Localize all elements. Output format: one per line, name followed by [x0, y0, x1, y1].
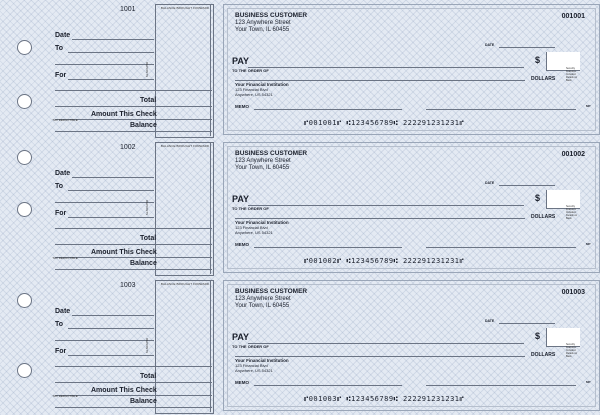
stub-to-label: To	[55, 45, 64, 52]
check-bank-info	[235, 82, 289, 97]
stub-total-line	[55, 382, 212, 383]
stub-total-line	[55, 106, 212, 107]
check-business-name: BUSINESS CUSTOMER	[235, 288, 308, 295]
check-date-line	[499, 185, 555, 186]
stub-ledger-divider	[210, 4, 211, 136]
check-bank-address1: 123 Financial Blvd	[235, 225, 268, 230]
binder-hole-icon	[17, 202, 32, 217]
check-business-address	[235, 20, 291, 34]
stub-ledger-divider	[210, 280, 211, 412]
check-address-line2: Your Town, IL 60455	[235, 27, 290, 33]
check-date-line	[499, 47, 555, 48]
stub-amount-label: Amount This Check	[91, 111, 157, 118]
stub-to-line-2	[55, 202, 154, 203]
stub-for-label: For	[55, 210, 67, 217]
check-bank-address2: Anywhere, US 54321	[235, 230, 273, 235]
stub-check-number: 1002	[120, 144, 136, 151]
check-address-line1: 123 Anywhere Street	[235, 20, 291, 26]
check-bank-name: Your Financial Institution	[235, 220, 289, 225]
binder-hole-icon	[17, 94, 32, 109]
check-bank-address2: Anywhere, US 54321	[235, 92, 273, 97]
stub-to-line-2	[55, 340, 154, 341]
check-memo-label: MEMO	[235, 104, 249, 109]
check-written-amount-line	[235, 356, 525, 357]
check-dollar-sign: $	[535, 331, 541, 341]
stub-total-label: Total	[140, 373, 157, 380]
check-dollars-label: DOLLARS	[531, 214, 556, 220]
stub-balance-label: Balance	[130, 122, 157, 129]
check-business-name: BUSINESS CUSTOMER	[235, 12, 308, 19]
check-mp-label: MP	[586, 104, 591, 108]
check-business-address	[235, 296, 291, 310]
stub-balance-header: BALANCE BROUGHT FORWARD	[160, 6, 210, 10]
binder-hole-icon	[17, 150, 32, 165]
stub-rule	[55, 366, 212, 367]
check-written-amount-line	[235, 218, 525, 219]
check-security-note: Security Features Included. Details on Back.	[566, 67, 578, 82]
check-to-order-label: TO THE ORDER OF	[232, 68, 269, 73]
check-dollars-label: DOLLARS	[531, 76, 556, 82]
check-date-label: DATE	[485, 181, 495, 185]
check-security-note: Security Features Included. Details on Back.	[566, 343, 578, 358]
stub-total-label: Total	[140, 97, 157, 104]
stub-amount-label: Amount This Check	[91, 249, 157, 256]
stub-balance-line	[55, 131, 212, 132]
check-dollar-sign: $	[535, 193, 541, 203]
check-pay-label: PAY	[232, 194, 250, 204]
binder-hole-icon	[17, 363, 32, 378]
stub-tax-label: TAX DEDUCTIBLE	[52, 118, 78, 122]
check-body	[223, 4, 600, 135]
stub-date-line	[72, 177, 154, 178]
check-date-label: DATE	[485, 43, 495, 47]
check-mp-label: MP	[586, 380, 591, 384]
stub-to-label: To	[55, 321, 64, 328]
check-pay-label: PAY	[232, 56, 250, 66]
check-bank-address2: Anywhere, US 54321	[235, 368, 273, 373]
stub-ledger-divider	[210, 142, 211, 274]
stub-for-line	[68, 217, 154, 218]
stub-balance-label: Balance	[130, 260, 157, 267]
stub-for-label: For	[55, 72, 67, 79]
check-micr-line: ⑈001002⑈ ⑆123456789⑆ 222291231231⑈	[304, 257, 465, 265]
stub-ledger-box	[155, 280, 214, 414]
stub-check-number: 1003	[120, 282, 136, 289]
check-address-line2: Your Town, IL 60455	[235, 303, 290, 309]
check-number: 001003	[561, 289, 585, 296]
check-bank-info	[235, 220, 289, 235]
check-address-line2: Your Town, IL 60455	[235, 165, 290, 171]
check-bank-address1: 123 Financial Blvd	[235, 87, 268, 92]
stub-to-label: To	[55, 183, 64, 190]
check-security-note: Security Features Included. Details on Back.	[566, 205, 578, 220]
check-mp-label: MP	[586, 242, 591, 246]
stub-ledger-box	[155, 4, 214, 138]
check-signature-line	[426, 247, 576, 248]
check-payee-line	[248, 205, 524, 206]
stub-to-line-2	[55, 64, 154, 65]
check-memo-line	[254, 385, 402, 386]
check-body	[223, 142, 600, 273]
check-business-address	[235, 158, 291, 172]
check-micr-line: ⑈001001⑈ ⑆123456789⑆ 222291231231⑈	[304, 119, 465, 127]
check-memo-line	[254, 247, 402, 248]
check-number: 001002	[561, 151, 585, 158]
check-body	[223, 280, 600, 411]
stub-tax-label: TAX DEDUCTIBLE	[52, 394, 78, 398]
stub-to-line	[68, 52, 154, 53]
stub-for-line	[68, 79, 154, 80]
stub-for-line	[68, 355, 154, 356]
check-to-order-label: TO THE ORDER OF	[232, 344, 269, 349]
check-address-line1: 123 Anywhere Street	[235, 296, 291, 302]
stub-rule	[55, 228, 212, 229]
stub-date-line	[72, 39, 154, 40]
stub-balance-line	[55, 269, 212, 270]
check-row	[0, 138, 600, 276]
stub-deposits-label: DEPOSITS	[145, 200, 149, 216]
check-written-amount-line	[235, 80, 525, 81]
stub-total-line	[55, 244, 212, 245]
stub-date-label: Date	[55, 308, 71, 315]
check-dollar-sign: $	[535, 55, 541, 65]
stub-balance-line	[55, 407, 212, 408]
check-date-line	[499, 323, 555, 324]
check-micr-line: ⑈001003⑈ ⑆123456789⑆ 222291231231⑈	[304, 395, 465, 403]
check-memo-line	[254, 109, 402, 110]
stub-deposits-label: DEPOSITS	[145, 62, 149, 78]
check-signature-line	[426, 385, 576, 386]
check-bank-info	[235, 358, 289, 373]
stub-to-line	[68, 190, 154, 191]
check-stub	[50, 276, 212, 414]
stub-total-label: Total	[140, 235, 157, 242]
check-to-order-label: TO THE ORDER OF	[232, 206, 269, 211]
check-payee-line	[248, 67, 524, 68]
check-date-label: DATE	[485, 319, 495, 323]
check-bank-name: Your Financial Institution	[235, 82, 289, 87]
check-address-line1: 123 Anywhere Street	[235, 158, 291, 164]
check-memo-label: MEMO	[235, 242, 249, 247]
check-payee-line	[248, 343, 524, 344]
stub-amount-label: Amount This Check	[91, 387, 157, 394]
stub-ledger-box	[155, 142, 214, 276]
check-signature-line	[426, 109, 576, 110]
stub-balance-header: BALANCE BROUGHT FORWARD	[160, 282, 210, 286]
check-number: 001001	[561, 13, 585, 20]
stub-tax-label: TAX DEDUCTIBLE	[52, 256, 78, 260]
binder-hole-icon	[17, 293, 32, 308]
stub-balance-label: Balance	[130, 398, 157, 405]
stub-date-label: Date	[55, 170, 71, 177]
check-bank-address1: 123 Financial Blvd	[235, 363, 268, 368]
stub-deposits-label: DEPOSITS	[145, 338, 149, 354]
check-dollars-label: DOLLARS	[531, 352, 556, 358]
check-row	[0, 276, 600, 414]
binder-hole-icon	[17, 40, 32, 55]
check-memo-label: MEMO	[235, 380, 249, 385]
check-row	[0, 0, 600, 138]
stub-rule	[55, 90, 212, 91]
check-stub	[50, 138, 212, 276]
stub-balance-header: BALANCE BROUGHT FORWARD	[160, 144, 210, 148]
stub-for-label: For	[55, 348, 67, 355]
stub-date-line	[72, 315, 154, 316]
check-bank-name: Your Financial Institution	[235, 358, 289, 363]
check-stub	[50, 0, 212, 138]
check-pay-label: PAY	[232, 332, 250, 342]
stub-check-number: 1001	[120, 6, 136, 13]
stub-to-line	[68, 328, 154, 329]
check-business-name: BUSINESS CUSTOMER	[235, 150, 308, 157]
stub-date-label: Date	[55, 32, 71, 39]
